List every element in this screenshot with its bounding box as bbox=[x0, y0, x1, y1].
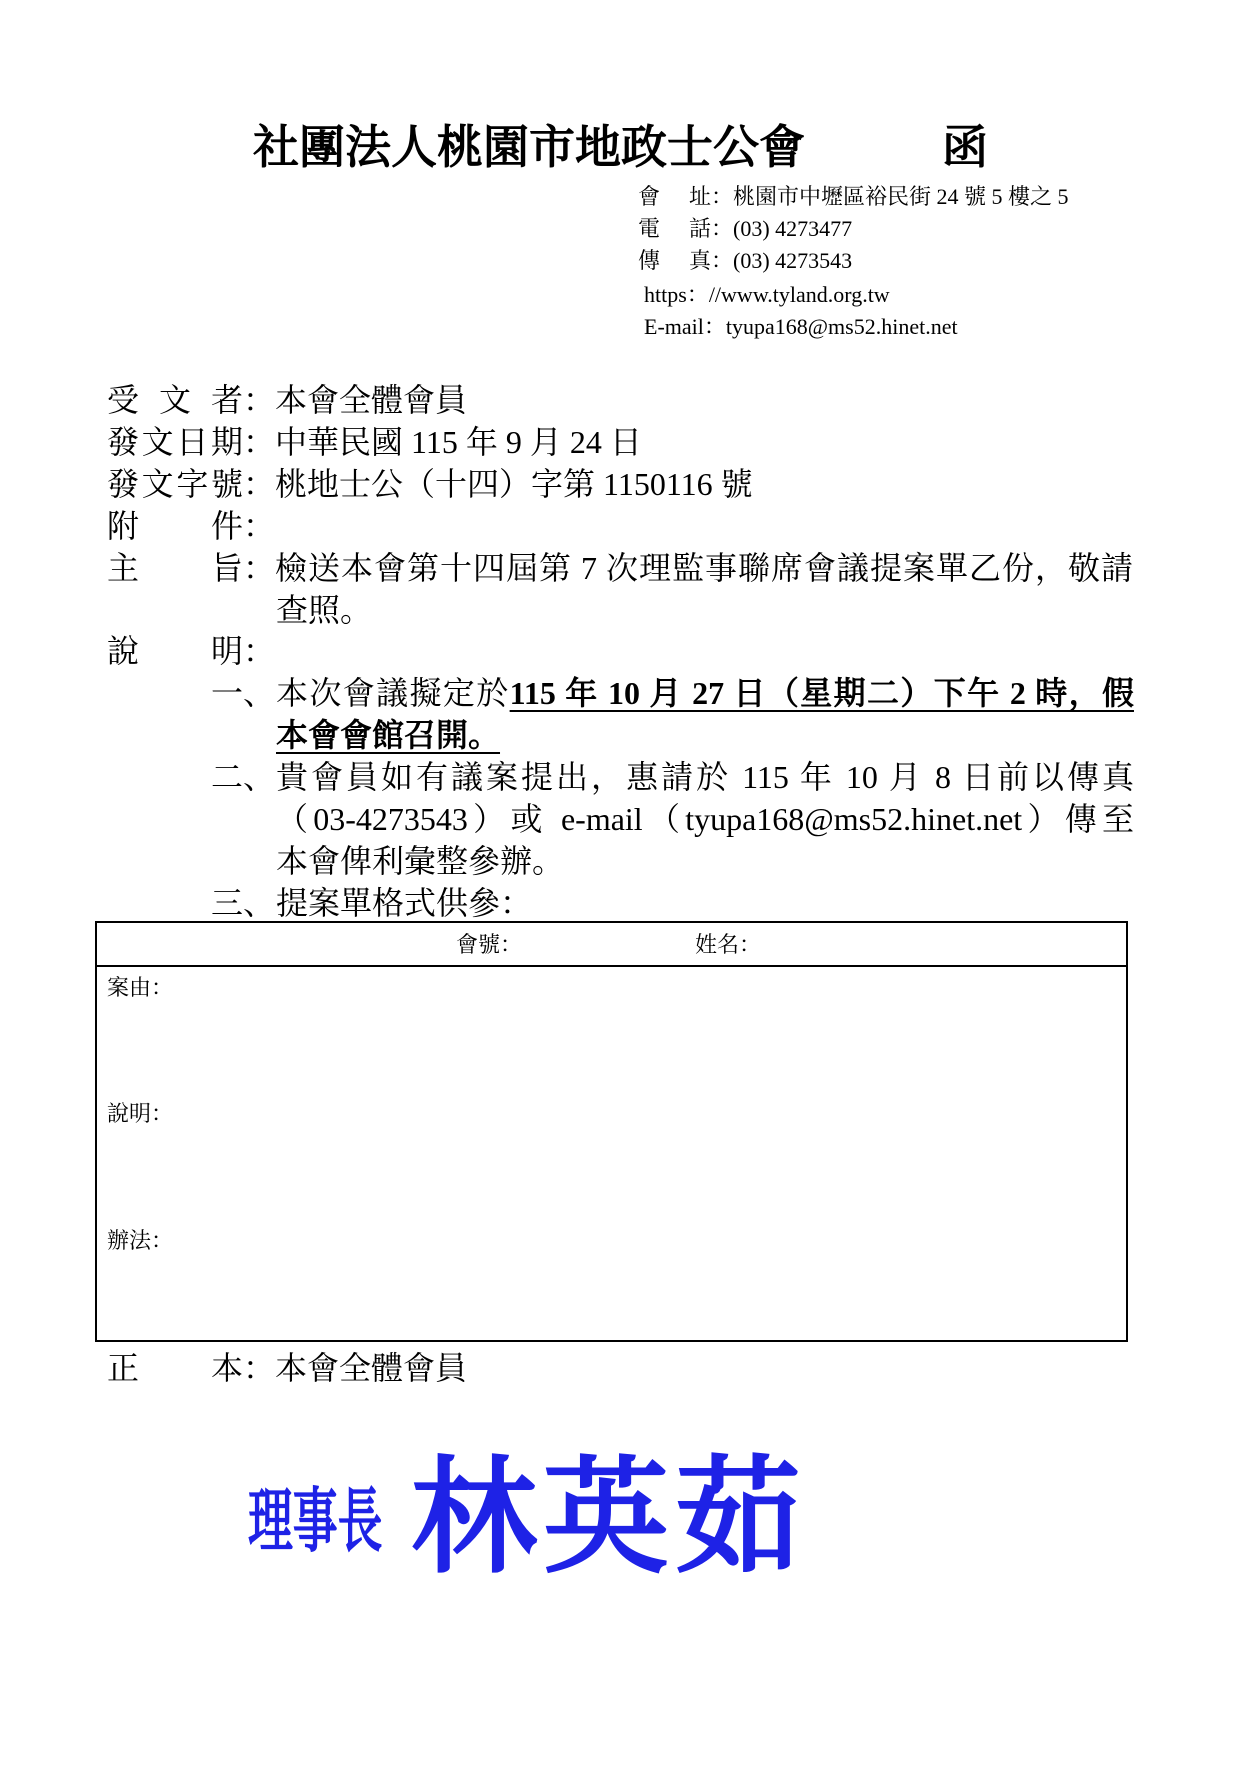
subject-text-line-2: 查照。 bbox=[276, 592, 373, 628]
recipient-row bbox=[107, 379, 467, 421]
contact-address-label: 會址 bbox=[638, 184, 711, 209]
contact-address-value: 桃園市中壢區裕民街 24 號 5 樓之 5 bbox=[733, 184, 1069, 209]
subject-row bbox=[107, 547, 1133, 589]
contact-website-value: //www.tyland.org.tw bbox=[708, 282, 890, 307]
contact-phone-colon: ： bbox=[711, 216, 734, 241]
proposal-form-header bbox=[97, 923, 1126, 967]
explanation-item-1-line-1 bbox=[276, 672, 1134, 714]
meeting-time-highlight: 115 年 10 月 27 日（星期二）下午 2 時，假 bbox=[509, 675, 1134, 711]
meeting-venue-highlight: 本會會館召開。 bbox=[276, 717, 501, 753]
contact-phone-label: 電話 bbox=[638, 216, 711, 241]
explanation-item-1-text: 本次會議擬定於 bbox=[276, 675, 510, 711]
member-name-label: 姓名： bbox=[695, 933, 762, 958]
explanation-item-2-line-1: 貴會員如有議案提出，惠請於 115 年 10 月 8 日前以傳真 bbox=[276, 759, 1134, 795]
distribution-value: 本會全體會員 bbox=[275, 1350, 468, 1386]
attachment-row bbox=[107, 505, 275, 547]
proposal-method-label: 辦法： bbox=[107, 1229, 174, 1254]
explanation-item-3 bbox=[211, 882, 532, 924]
proposal-explanation-label: 說明： bbox=[107, 1102, 174, 1127]
signature-name: 林英茹 bbox=[411, 1450, 807, 1589]
attachment-colon: ： bbox=[243, 508, 276, 544]
explanation-row bbox=[107, 630, 275, 672]
distribution-row bbox=[107, 1347, 467, 1389]
explanation-item-3-line-1: 提案單格式供參： bbox=[276, 885, 533, 921]
contact-email-label: E-mail bbox=[644, 314, 704, 339]
subject-label: 主旨 bbox=[107, 550, 243, 586]
proposal-reason-label: 案由： bbox=[107, 976, 174, 1001]
issue-date-label: 發文日期 bbox=[107, 424, 243, 460]
explanation-label: 說明 bbox=[107, 633, 243, 669]
explanation-item-1 bbox=[211, 672, 1134, 714]
explanation-colon: ： bbox=[243, 633, 276, 669]
recipient-label: 受文者 bbox=[107, 382, 243, 418]
contact-phone-value: (03) 4273477 bbox=[733, 216, 853, 241]
recipient-value: 本會全體會員 bbox=[275, 382, 468, 418]
recipient-colon: ： bbox=[243, 382, 276, 418]
document-number-colon: ： bbox=[243, 466, 276, 502]
explanation-item-2-marker: 二、 bbox=[211, 759, 276, 795]
contact-address-colon: ： bbox=[711, 184, 734, 209]
organization-name: 社團法人桃園市地政士公會 bbox=[253, 122, 805, 173]
contact-email-value: tyupa168@ms52.hinet.net bbox=[725, 314, 958, 339]
distribution-colon: ： bbox=[243, 1350, 276, 1386]
subject-text-line-1: 檢送本會第十四屆第 7 次理監事聯席會議提案單乙份，敬請 bbox=[275, 550, 1133, 586]
contact-address bbox=[638, 184, 1069, 210]
explanation-item-3-marker: 三、 bbox=[211, 885, 276, 921]
explanation-item-1-line-2 bbox=[276, 714, 500, 756]
attachment-label: 附件 bbox=[107, 508, 243, 544]
issue-date-colon: ： bbox=[243, 424, 276, 460]
explanation-item-2-line-2-row bbox=[276, 798, 1134, 840]
contact-phone bbox=[638, 216, 852, 242]
signature-title: 理事長 bbox=[248, 1484, 383, 1561]
subject-colon: ： bbox=[243, 550, 276, 586]
contact-website-label: https bbox=[644, 282, 687, 307]
document-type: 函 bbox=[942, 122, 988, 173]
member-number-label: 會號： bbox=[456, 933, 523, 958]
explanation-item-1-marker: 一、 bbox=[211, 675, 276, 711]
explanation-item-2 bbox=[211, 756, 1134, 798]
contact-email bbox=[644, 314, 958, 340]
contact-fax-colon: ： bbox=[711, 248, 734, 273]
explanation-item-2-line-2: （03-4273543）或 e-mail（tyupa168@ms52.hinet.net）傳至 bbox=[276, 801, 1134, 837]
issue-date-row bbox=[107, 421, 642, 463]
contact-email-colon: ： bbox=[703, 314, 726, 339]
contact-fax-label: 傳真 bbox=[638, 248, 711, 273]
document-number-value: 桃地士公（十四）字第 1150116 號 bbox=[275, 466, 753, 502]
contact-website-colon: ： bbox=[686, 282, 709, 307]
proposal-form bbox=[95, 921, 1128, 1342]
explanation-item-2-line-3: 本會俾利彙整參辦。 bbox=[276, 843, 565, 879]
document-number-row bbox=[107, 463, 753, 505]
contact-fax bbox=[638, 248, 852, 274]
distribution-label: 正本 bbox=[107, 1350, 243, 1386]
document-number-label: 發文字號 bbox=[107, 466, 243, 502]
issue-date-value: 中華民國 115 年 9 月 24 日 bbox=[275, 424, 642, 460]
contact-fax-value: (03) 4273543 bbox=[733, 248, 853, 273]
contact-website bbox=[644, 282, 890, 308]
